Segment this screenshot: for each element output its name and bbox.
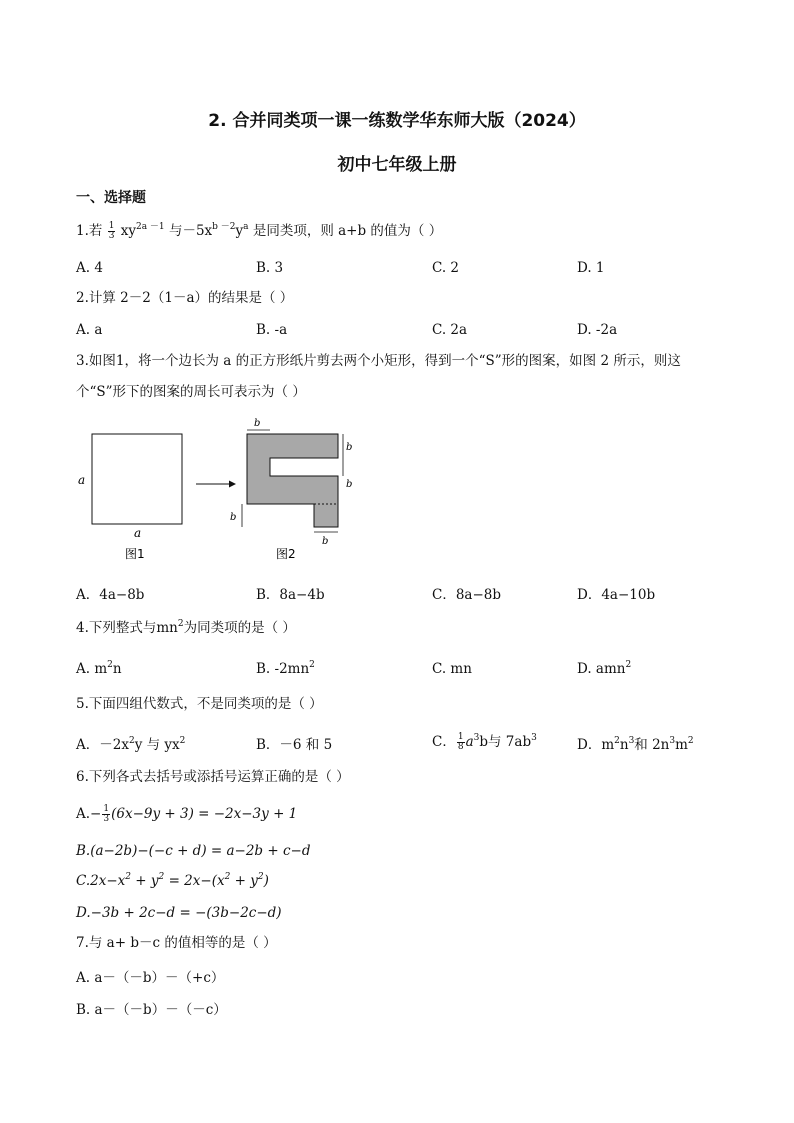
question-2-stem: 2.计算 2－2（1－a）的结果是（ ）	[76, 290, 294, 306]
question-4-stem	[76, 613, 296, 643]
q7-option-a[interactable]: A. a－（－b）－（+c）	[76, 970, 225, 986]
q5-option-b[interactable]: B．－6 和 5	[256, 737, 333, 753]
q1-option-d[interactable]: D. 1	[577, 260, 605, 276]
q2-option-c[interactable]: C. 2a	[432, 322, 468, 338]
q4-stem-pre: 4.下列整式与mn	[76, 620, 178, 636]
q3-option-a[interactable]: A．4a−8b	[76, 587, 145, 603]
q1-exp2: b －2	[212, 222, 236, 232]
fig2-label-b-right2: b	[346, 479, 353, 490]
fig1-caption: 图1	[125, 547, 145, 561]
q1-exp3: a	[243, 222, 249, 232]
fig2-caption: 图2	[276, 547, 296, 561]
q5-option-a[interactable]: A．$-2x^2y$ 与 $yx^2$	[76, 736, 186, 753]
q4-stem-exp: 2	[177, 619, 184, 629]
fig2-label-b-top: b	[254, 418, 261, 429]
question-1-stem	[76, 216, 442, 246]
q1-suffix: 是同类项，则 a+b 的值为（ ）	[252, 223, 443, 239]
q1-frac-num: 1	[108, 221, 115, 231]
q4-option-b[interactable]: B. $-2mn^2$	[256, 660, 315, 677]
q3-option-b[interactable]: B．8a−4b	[256, 587, 325, 603]
q4-option-d[interactable]: D. amn$^2$	[577, 660, 632, 677]
q6-option-b[interactable]: B.(a−2b)−(−c + d) = a−2b + c−d	[76, 843, 311, 859]
q1-term1: xy	[120, 223, 136, 239]
q2-option-b[interactable]: B. -a	[256, 322, 288, 338]
question-6-stem: 6.下列各式去括号或添括号运算正确的是（ ）	[76, 769, 350, 785]
q6-option-c[interactable]: $C.2x-x^2 + y^2 = 2x-(x^2 + y^2)$	[76, 872, 269, 889]
fig2-label-b-bottom: b	[322, 536, 329, 547]
q1-option-a[interactable]: A. 4	[76, 260, 103, 276]
q4-stem-post: 为同类项的是（ ）	[183, 620, 296, 636]
q6-option-d[interactable]: D.−3b + 2c−d = −(3b−2c−d)	[76, 905, 282, 921]
question-3-stem-line2: 个“S”形下的图案的周长可表示为（ ）	[76, 384, 306, 400]
q4-option-a[interactable]: A. $m^2n$	[76, 660, 122, 677]
fig2-label-b-left: b	[230, 512, 237, 523]
q5-option-d[interactable]: D．$m^2n^3$和 $2n^3m^2$	[577, 736, 694, 753]
q6-option-a[interactable]: A.− $\frac{1}{3}$ (6x−9y + 3) = −2x−3y + 1	[76, 804, 298, 824]
q1-term2: y	[235, 223, 244, 239]
q1-option-c[interactable]: C. 2	[432, 260, 460, 276]
q7-option-b[interactable]: B. a－（－b）－（－c）	[76, 1002, 227, 1018]
fig2-label-b-right1: b	[346, 442, 353, 453]
q3-figure	[70, 412, 370, 572]
q1-mid: 与－5x	[168, 223, 213, 239]
fig1-side-bottom-label: a	[134, 526, 142, 540]
question-5-stem: 5.下面四组代数式，不是同类项的是（ ）	[76, 696, 323, 712]
q4-option-c[interactable]: C. mn	[432, 661, 472, 677]
q1-exp1: 2a －1	[135, 222, 165, 232]
q2-option-d[interactable]: D. -2a	[577, 322, 618, 338]
question-7-stem: 7.与 a+ b－c 的值相等的是（ ）	[76, 935, 277, 951]
q1-prefix: 1.若	[76, 223, 103, 239]
transform-arrow-head	[229, 481, 236, 488]
fig2-s-shape	[247, 434, 338, 527]
q1-option-b[interactable]: B. 3	[256, 260, 284, 276]
question-3-stem-line1: 3.如图1，将一个边长为 a 的正方形纸片剪去两个小矩形，得到一个“S”形的图案，如图 2 所示，则这	[76, 353, 681, 369]
document-subtitle: 初中七年级上册	[337, 155, 457, 175]
fig1-square	[92, 434, 182, 524]
document-title: 2. 合并同类项一课一练数学华东师大版（2024）	[208, 111, 586, 131]
q3-option-d[interactable]: D．4a−10b	[577, 587, 656, 603]
section-heading: 一、选择题	[76, 190, 146, 206]
q2-option-a[interactable]: A. a	[76, 322, 103, 338]
fig1-side-left-label: a	[78, 473, 86, 487]
q1-fraction	[108, 222, 116, 241]
q3-option-c[interactable]: C．8a−8b	[432, 587, 502, 603]
q1-frac-den: 3	[108, 231, 115, 241]
q5-option-c[interactable]: C． $\frac{1}{8}$ $a^3b$与 $7ab^3$	[432, 732, 537, 752]
